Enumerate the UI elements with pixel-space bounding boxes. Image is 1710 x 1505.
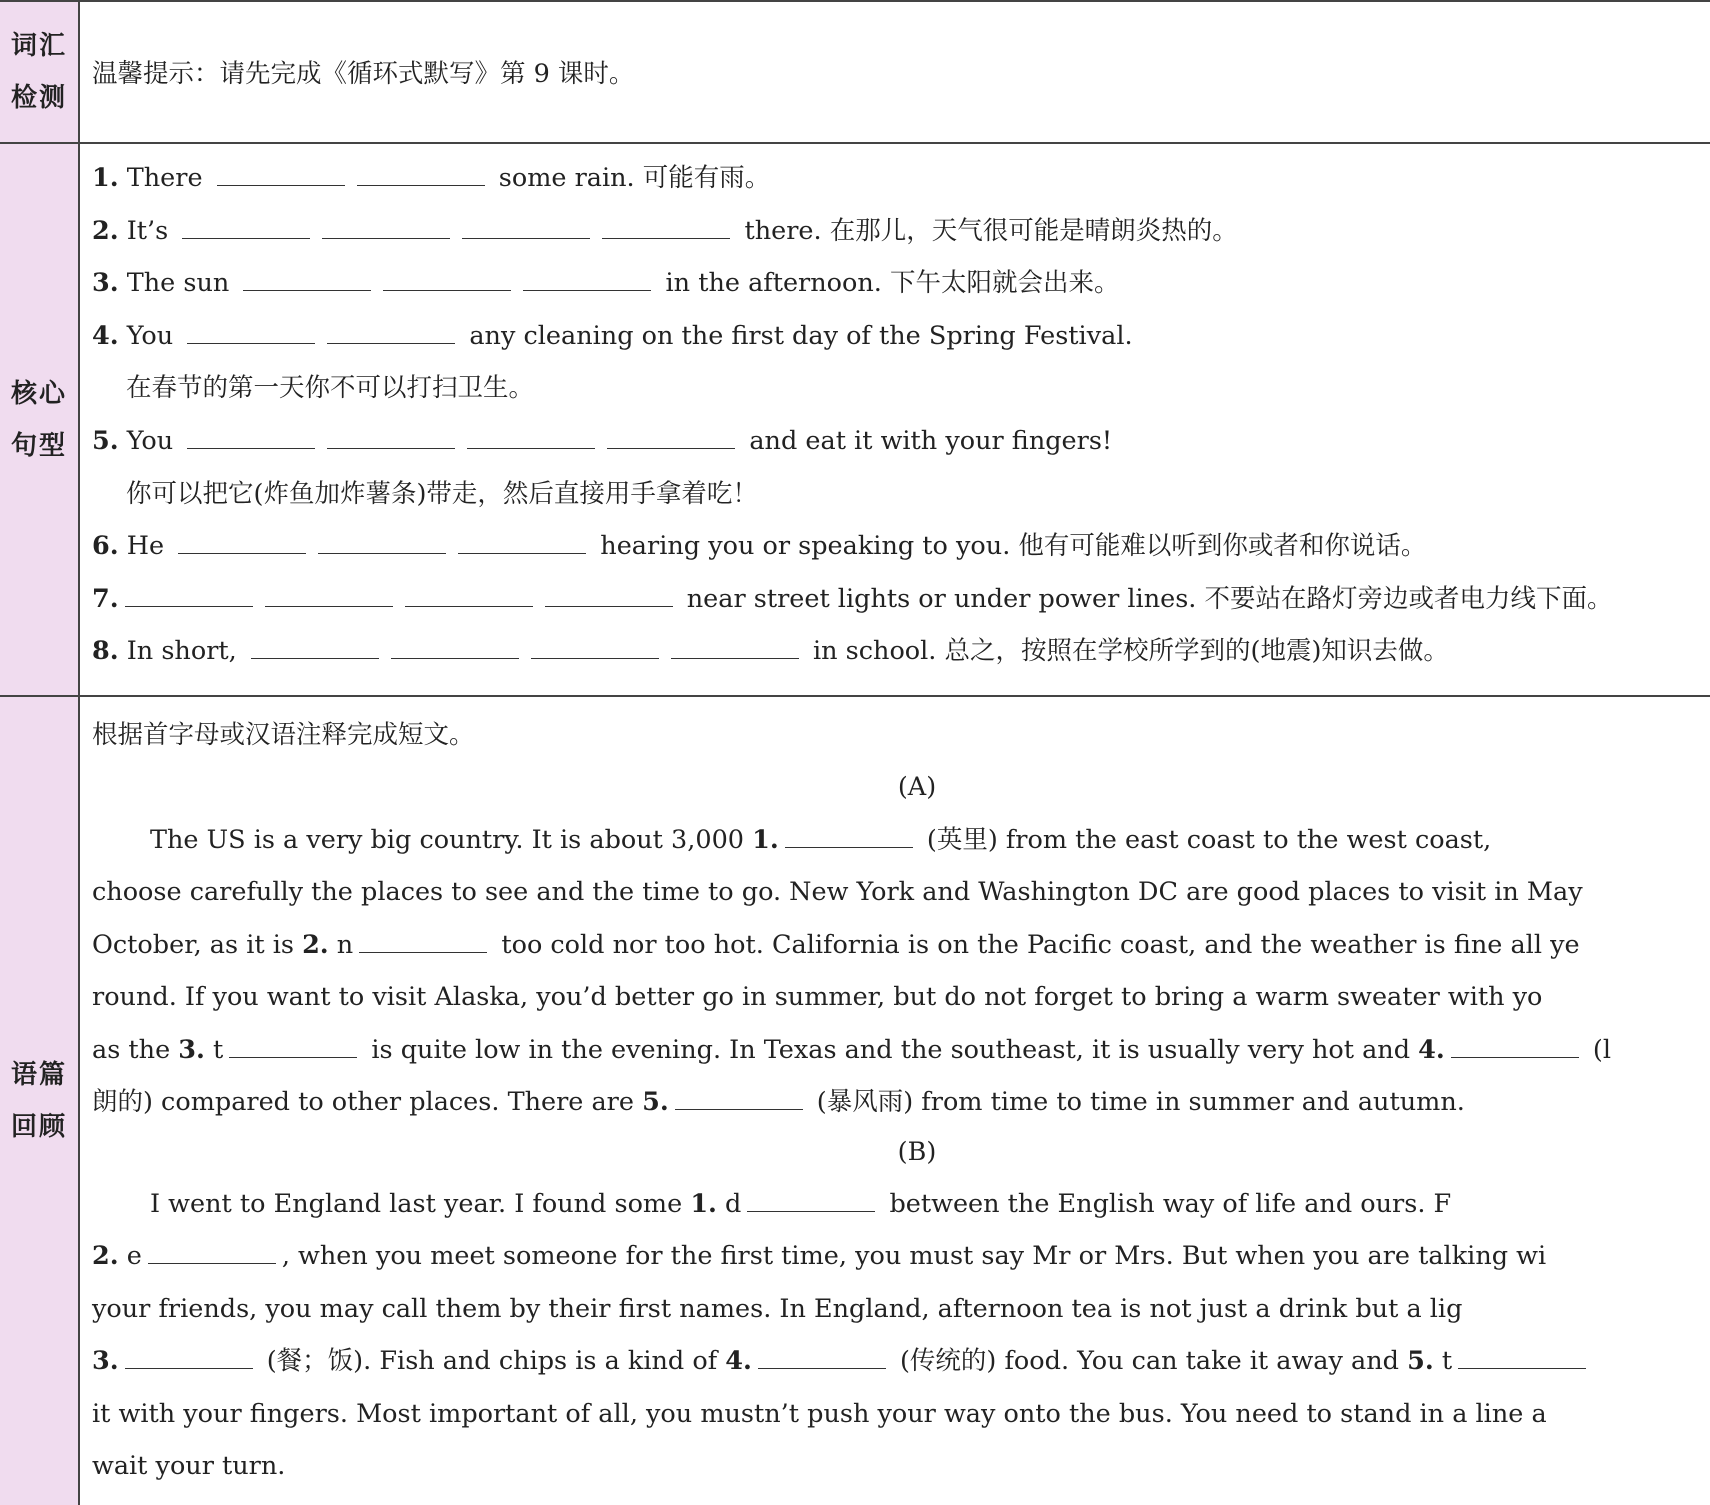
vocab-label-cell xyxy=(0,2,80,142)
blank-number: 3. xyxy=(92,1346,119,1377)
core-section xyxy=(0,144,1710,697)
answer-blank[interactable] xyxy=(148,1233,276,1264)
blank-number: 4. xyxy=(1418,1034,1445,1065)
answer-blank[interactable] xyxy=(217,155,345,186)
blank-number: 1. xyxy=(690,1189,717,1219)
answer-blank[interactable] xyxy=(125,576,253,607)
passage-text: your friends, you may call them by their first names. In England, afternoon tea is not just a drink but a lig xyxy=(92,1293,1463,1324)
blank-number: 2. xyxy=(92,1241,119,1272)
blank-number: 3. xyxy=(178,1034,205,1065)
passage_a-line xyxy=(92,919,1580,971)
sentence-number: 8. xyxy=(92,636,119,667)
passage_a-line xyxy=(92,971,1542,1023)
vocab-section xyxy=(0,2,1710,144)
passage-text: The US is a very big country. It is about 3,000 xyxy=(150,825,753,855)
passage-text: (餐；饭). Fish and chips is a kind of xyxy=(258,1346,726,1377)
sentence-3 xyxy=(92,257,1120,309)
passage-a-title: (A) xyxy=(897,772,937,802)
core-sentences xyxy=(92,144,1710,695)
answer-blank[interactable] xyxy=(458,523,586,554)
sentence-7 xyxy=(92,573,1613,625)
answer-blank[interactable] xyxy=(178,523,306,554)
sentence-number: 7. xyxy=(92,583,119,614)
answer-blank[interactable] xyxy=(545,576,673,607)
sentence-text: The sun xyxy=(126,268,230,299)
sentence-text: In short, xyxy=(126,636,237,667)
blank-number: 1. xyxy=(752,825,779,855)
passage_a-line xyxy=(92,814,1491,866)
core-label: 核心句型 xyxy=(10,378,67,461)
answer-blank[interactable] xyxy=(357,155,485,186)
blank-first-letter: d xyxy=(725,1189,742,1219)
answer-blank[interactable] xyxy=(322,208,450,239)
passage_a-line xyxy=(92,1024,1611,1076)
review-label-cell xyxy=(0,697,80,1505)
sentence-8 xyxy=(92,625,1449,677)
answer-blank[interactable] xyxy=(187,418,315,449)
review-passages xyxy=(92,697,1710,1505)
sentence-2 xyxy=(92,205,1238,257)
sentence-number: 4. xyxy=(92,320,119,351)
passage-text: October, as it is xyxy=(92,929,303,960)
review-instruction: 根据首字母或汉语注释完成短文。 xyxy=(92,720,475,750)
answer-blank[interactable] xyxy=(675,1079,803,1110)
answer-blank[interactable] xyxy=(391,628,519,659)
answer-blank[interactable] xyxy=(1458,1338,1586,1369)
sentence-5 xyxy=(92,415,1112,467)
answer-blank[interactable] xyxy=(523,260,651,291)
answer-blank[interactable] xyxy=(265,576,393,607)
passage-text: it with your fingers. Most important of all, you mustn’t push your way onto the bus. You need to stand in a line a xyxy=(92,1398,1547,1429)
answer-blank[interactable] xyxy=(187,313,315,344)
answer-blank[interactable] xyxy=(229,1027,357,1058)
answer-blank[interactable] xyxy=(243,260,371,291)
sentence-text: It’s xyxy=(126,215,169,246)
sentence-text: hearing you or speaking to you. 他有可能难以听到你或者和你说话。 xyxy=(600,531,1427,562)
sentence-number: 6. xyxy=(92,531,119,562)
passage-text: 朗的) compared to other places. There are xyxy=(92,1087,643,1117)
answer-blank[interactable] xyxy=(747,1181,875,1212)
core-label-cell xyxy=(0,144,80,695)
vocab-tip: 温馨提示：请先完成《循环式默写》第 9 课时。 xyxy=(92,59,635,89)
sentence-text: any cleaning on the first day of the Spring Festival. xyxy=(469,320,1133,351)
passage-text: choose carefully the places to see and the time to go. New York and Washington DC are good places to visit in May xyxy=(92,877,1583,908)
sentence-text: there. 在那儿，天气很可能是晴朗炎热的。 xyxy=(744,215,1238,246)
sentence-1 xyxy=(92,152,770,204)
sentence-translation: 你可以把它(炸鱼加炸薯条)带走，然后直接用手拿着吃！ xyxy=(126,478,758,509)
passage_b-line xyxy=(92,1230,1546,1282)
passage-text: (英里) from the east coast to the west coast, xyxy=(918,825,1492,855)
sentence-number: 5. xyxy=(92,426,119,456)
passage-text: is quite low in the evening. In Texas and the southeast, it is usually very hot and xyxy=(363,1034,1419,1065)
review-section xyxy=(0,697,1710,1505)
passage-text: (暴风雨) from time to time in summer and autumn. xyxy=(808,1087,1465,1117)
answer-blank[interactable] xyxy=(182,208,310,239)
sentence-text: There xyxy=(126,163,203,193)
answer-blank[interactable] xyxy=(531,628,659,659)
answer-blank[interactable] xyxy=(125,1338,253,1369)
answer-blank[interactable] xyxy=(318,523,446,554)
sentence-6 xyxy=(92,520,1426,572)
blank-first-letter: t xyxy=(1441,1346,1453,1377)
sentence-4 xyxy=(92,310,1133,362)
blank-first-letter: n xyxy=(336,929,354,960)
blank-number: 5. xyxy=(642,1087,669,1117)
answer-blank[interactable] xyxy=(467,418,595,449)
answer-blank[interactable] xyxy=(327,313,455,344)
answer-blank[interactable] xyxy=(383,260,511,291)
sentence-text: some rain. 可能有雨。 xyxy=(498,163,771,193)
passage_a-line xyxy=(92,866,1583,918)
blank-first-letter: e xyxy=(126,1241,142,1272)
passage-text: , when you meet someone for the first time, you must say Mr or Mrs. But when you are talking wi xyxy=(281,1241,1547,1272)
passage_b-line xyxy=(92,1335,1592,1387)
passage_a-line xyxy=(92,1076,1465,1128)
answer-blank[interactable] xyxy=(785,817,913,848)
answer-blank[interactable] xyxy=(1451,1027,1579,1058)
passage_b-line xyxy=(92,1178,1451,1230)
vocab-label: 词汇检测 xyxy=(10,31,67,113)
blank-first-letter: t xyxy=(213,1034,224,1065)
sentence-text: He xyxy=(126,531,165,562)
passage_b-line xyxy=(92,1388,1547,1440)
blank-number: 4. xyxy=(725,1346,752,1377)
passage-text: (l xyxy=(1584,1034,1611,1065)
answer-blank[interactable] xyxy=(462,208,590,239)
answer-blank[interactable] xyxy=(405,576,533,607)
sentence-translation: 在春节的第一天你不可以打扫卫生。 xyxy=(126,373,535,404)
answer-blank[interactable] xyxy=(359,922,487,953)
answer-blank[interactable] xyxy=(327,418,455,449)
sentence-number: 2. xyxy=(92,215,119,246)
sentence-number: 3. xyxy=(92,268,119,299)
passage-text: I went to England last year. I found some xyxy=(150,1189,691,1219)
passage_b-line xyxy=(92,1283,1462,1335)
passage_b-line xyxy=(92,1440,285,1492)
answer-blank[interactable] xyxy=(758,1338,886,1369)
answer-blank[interactable] xyxy=(671,628,799,659)
answer-blank[interactable] xyxy=(602,208,730,239)
passage-text: round. If you want to visit Alaska, you’d better go in summer, but do not forget to bring a warm sweater with yo xyxy=(92,982,1543,1013)
blank-number: 5. xyxy=(1407,1346,1434,1377)
passage-text: between the English way of life and ours. F xyxy=(881,1189,1452,1219)
sentence-text: in school. 总之，按照在学校所学到的(地震)知识去做。 xyxy=(812,636,1449,667)
sentence-text: You xyxy=(126,320,174,351)
passage-text: too cold nor too hot. California is on the Pacific coast, and the weather is fine all ye xyxy=(493,929,1580,960)
sentence-text: near street lights or under power lines. 不要站在路灯旁边或者电力线下面。 xyxy=(686,583,1613,614)
passage-b-title: (B) xyxy=(897,1137,937,1167)
passage-text: (传统的) food. You can take it away and xyxy=(891,1346,1408,1377)
sentence-text: You xyxy=(126,426,174,456)
sentence-text: and eat it with your fingers! xyxy=(749,426,1113,456)
answer-blank[interactable] xyxy=(251,628,379,659)
passage-text: wait your turn. xyxy=(92,1451,286,1481)
answer-blank[interactable] xyxy=(607,418,735,449)
passage-text: as the xyxy=(92,1034,179,1065)
sentence-text: in the afternoon. 下午太阳就会出来。 xyxy=(665,268,1120,299)
sentence-number: 1. xyxy=(92,163,119,193)
review-label: 语篇回顾 xyxy=(10,1060,67,1142)
blank-number: 2. xyxy=(302,929,329,960)
